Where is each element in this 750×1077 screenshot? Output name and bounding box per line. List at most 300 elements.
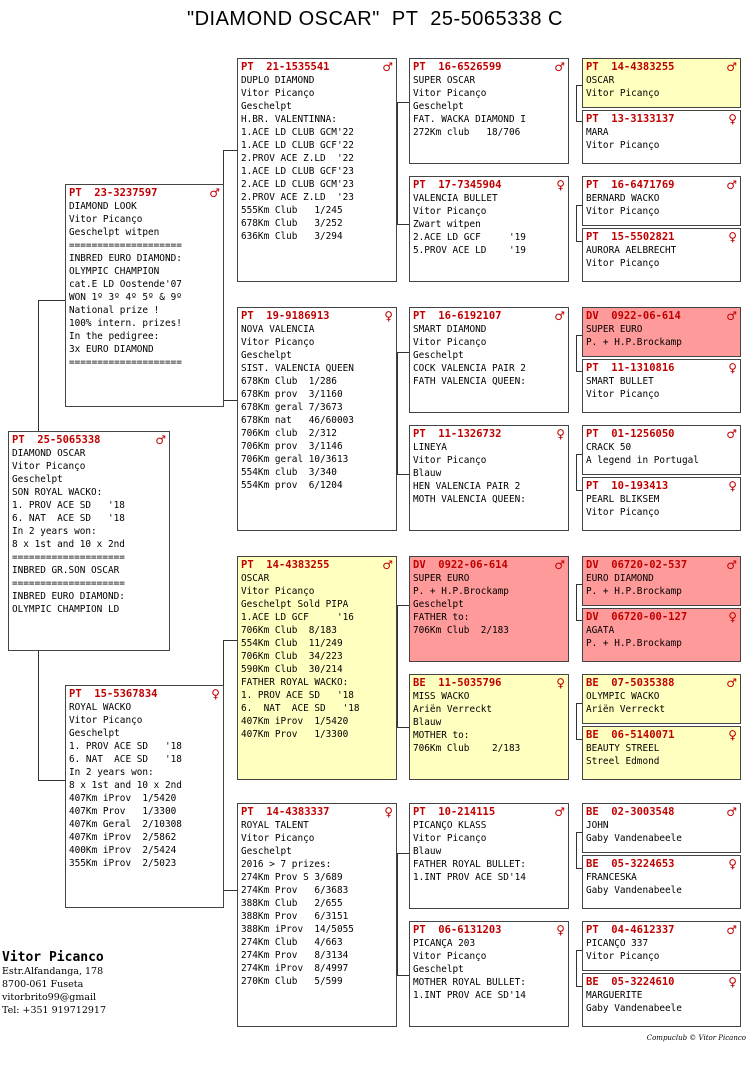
detail-line: 1.ACE LD CLUB GCM'22 (241, 127, 354, 138)
detail-line: Zwart witpen (413, 219, 481, 230)
detail-line: 706Km club 2/312 (241, 428, 337, 439)
owner-email: vitorbrito99@gmail (2, 992, 97, 1003)
detail-line: Ariën Verreckt (413, 704, 493, 715)
bird-name: PEARL BLIKSEM (586, 494, 660, 505)
bird-name: MARA (586, 127, 609, 138)
box-header (586, 112, 737, 126)
detail-line: Gaby Vandenabeele (586, 1003, 682, 1014)
connector-line (397, 102, 409, 103)
ring-number: PT 13-3133137 (586, 113, 675, 125)
detail-line: 5.PROV ACE LD '19 (413, 245, 526, 256)
bird-name: AURORA AELBRECHT (586, 245, 677, 256)
female-sex-icon: ♀ (384, 805, 393, 819)
detail-line: FATHER ROYAL WACKO: (241, 677, 349, 688)
box-header (586, 857, 737, 871)
female-sex-icon: ♀ (556, 178, 565, 192)
male-sex-icon: ♂ (726, 923, 737, 937)
detail-line: Vitor Picanço (12, 461, 86, 472)
box-header (413, 309, 565, 323)
detail-line: 554Km prov 6/1204 (241, 480, 343, 491)
detail-line: Vitor Picanço (69, 214, 143, 225)
bird-name: PICANÇA 203 (413, 938, 476, 949)
box-header (586, 558, 737, 572)
pedigree-box-gg15 (582, 921, 741, 971)
detail-line: 706Km prov 3/1146 (241, 441, 343, 452)
ring-number: PT 15-5502821 (586, 231, 675, 243)
connector-line (576, 205, 577, 241)
ring-number: PT 10-214115 (413, 806, 496, 818)
detail-line: OLYMPIC CHAMPION LD (12, 604, 120, 615)
detail-line: 2.ACE LD CLUB GCM'23 (241, 179, 354, 190)
detail-line: SIST. VALENCIA QUEEN (241, 363, 354, 374)
bird-name: SUPER EURO (586, 324, 643, 335)
bird-name: MARGUERITE (586, 990, 643, 1001)
detail-line: ==================== (69, 357, 182, 368)
box-details (586, 624, 737, 650)
connector-line (397, 727, 409, 728)
box-details (586, 742, 737, 768)
detail-line: Geschelpt (241, 846, 292, 857)
detail-line: 274Km Club 4/663 (241, 937, 343, 948)
detail-line: ==================== (12, 578, 125, 589)
box-details (586, 572, 737, 598)
ring-number: PT 14-4383255 (586, 61, 675, 73)
detail-line: 1.INT PROV ACE SD'14 (413, 872, 526, 883)
detail-line: Vitor Picanço (413, 337, 487, 348)
ring-number: PT 11-1326732 (413, 428, 502, 440)
pedigree-box-ssd (409, 176, 569, 282)
detail-line: INBRED EURO DIAMOND: (12, 591, 125, 602)
box-header (241, 309, 393, 323)
detail-line: Geschelpt (413, 350, 464, 361)
detail-line: 706Km Club 2/183 (413, 743, 521, 754)
box-header (241, 558, 393, 572)
ring-number: PT 17-7345904 (413, 179, 502, 191)
detail-line: Geschelpt (241, 101, 292, 112)
detail-line: 706Km Club 34/223 (241, 651, 343, 662)
connector-line (38, 780, 65, 781)
detail-line: Vitor Picanço (69, 715, 143, 726)
detail-line: 2.ACE LD GCF '19 (413, 232, 526, 243)
bird-name: BERNARD WACKO (586, 193, 660, 204)
detail-line: Vitor Picanço (241, 586, 315, 597)
ring-number: BE 06-5140071 (586, 729, 675, 741)
detail-line: 272Km club 18/706 (413, 127, 521, 138)
bird-name: CRACK 50 (586, 442, 632, 453)
box-details (413, 937, 565, 1002)
detail-line: 678Km Club 1/286 (241, 376, 337, 387)
detail-line: 678Km nat 46/60003 (241, 415, 354, 426)
box-header (413, 60, 565, 74)
box-header (586, 728, 737, 742)
bird-name: DIAMOND OSCAR (12, 448, 86, 459)
pedigree-box-gg1 (582, 58, 741, 108)
detail-line: Blauw (413, 717, 442, 728)
connector-line (576, 832, 577, 868)
ring-number: BE 02-3003548 (586, 806, 675, 818)
pedigree-box-sdd (409, 425, 569, 531)
detail-line: 1. PROV ACE SD '18 (69, 741, 182, 752)
detail-line: 2016 > 7 prizes: (241, 859, 332, 870)
bird-name: DUPLO DIAMOND (241, 75, 315, 86)
box-details (413, 441, 565, 506)
connector-line (223, 890, 237, 891)
detail-line: Geschelpt (12, 474, 63, 485)
bird-name: FRANCESKA (586, 872, 637, 883)
connector-line (397, 474, 409, 475)
pedigree-box-dam-sire (237, 556, 397, 780)
pedigree-box-sire-dam (237, 307, 397, 531)
box-details (241, 572, 393, 741)
detail-line: Geschelpt (413, 964, 464, 975)
box-header (69, 186, 220, 200)
female-sex-icon: ♀ (728, 975, 737, 989)
detail-line: 678Km prov 3/1160 (241, 389, 343, 400)
connector-line (223, 150, 237, 151)
owner-contact (2, 950, 106, 1017)
pedigree-box-gg5 (582, 307, 741, 357)
pedigree-box-ddd (409, 921, 569, 1027)
detail-line: P. + H.P.Brockamp (586, 638, 682, 649)
connector-line (576, 950, 577, 986)
connector-line (223, 400, 237, 401)
detail-line: FAT. WACKA DIAMOND I (413, 114, 526, 125)
connector-line (397, 853, 409, 854)
connector-line (397, 975, 409, 976)
bird-name: DIAMOND LOOK (69, 201, 137, 212)
bird-name: NOVA VALENCIA (241, 324, 315, 335)
male-sex-icon: ♂ (726, 676, 737, 690)
bird-name: OSCAR (586, 75, 615, 86)
detail-line: Vitor Picanço (413, 833, 487, 844)
detail-line: 8 x 1st and 10 x 2nd (12, 539, 125, 550)
male-sex-icon: ♂ (382, 60, 393, 74)
pedigree-box-subject (8, 431, 170, 651)
bird-name: AGATA (586, 625, 615, 636)
ring-number: DV 06720-00-127 (586, 611, 688, 623)
connector-line (397, 605, 409, 606)
bird-name: EURO DIAMOND (586, 573, 654, 584)
detail-line: 1.ACE LD CLUB GCF'22 (241, 140, 354, 151)
box-details (241, 323, 393, 492)
detail-line: Vitor Picanço (413, 206, 487, 217)
detail-line: 678Km Club 3/252 (241, 218, 343, 229)
ring-number: DV 06720-02-537 (586, 559, 688, 571)
detail-line: ==================== (69, 240, 182, 251)
ring-number: DV 0922-06-614 (413, 559, 508, 571)
detail-line: P. + H.P.Brockamp (586, 586, 682, 597)
ring-number: PT 14-4383337 (241, 806, 330, 818)
detail-line: Blauw (413, 846, 442, 857)
box-header (586, 676, 737, 690)
ring-number: PT 16-6526599 (413, 61, 502, 73)
male-sex-icon: ♂ (554, 558, 565, 572)
female-sex-icon: ♀ (728, 361, 737, 375)
male-sex-icon: ♂ (726, 60, 737, 74)
detail-line: A legend in Portugal (586, 455, 699, 466)
male-sex-icon: ♂ (382, 558, 393, 572)
connector-line (576, 335, 577, 371)
female-sex-icon: ♀ (384, 309, 393, 323)
detail-line: Vitor Picanço (586, 258, 660, 269)
pedigree-box-sds (409, 307, 569, 413)
detail-line: 3x EURO DIAMOND (69, 344, 154, 355)
box-details (586, 937, 737, 963)
ring-number: PT 06-6131203 (413, 924, 502, 936)
detail-line: MOTHER to: (413, 730, 470, 741)
box-details (586, 690, 737, 716)
detail-line: 407Km iProv 1/5420 (241, 716, 349, 727)
bird-name: MISS WACKO (413, 691, 470, 702)
ring-number: PT 01-1256050 (586, 428, 675, 440)
ring-number: PT 11-1310816 (586, 362, 675, 374)
detail-line: Geschelpt (413, 101, 464, 112)
bird-name: ROYAL TALENT (241, 820, 309, 831)
detail-line: 706Km Club 2/183 (413, 625, 509, 636)
detail-line: 554Km Club 11/249 (241, 638, 343, 649)
detail-line: WON 1º 3º 4º 5º & 9º (69, 292, 182, 303)
bird-name: LINEYA (413, 442, 447, 453)
detail-line: 6. NAT ACE SD '18 (12, 513, 125, 524)
box-header (586, 309, 737, 323)
pedigree-box-gg9 (582, 556, 741, 606)
detail-line: ==================== (12, 552, 125, 563)
detail-line: 6. NAT ACE SD '18 (69, 754, 182, 765)
ring-number: PT 19-9186913 (241, 310, 330, 322)
pedigree-box-gg11 (582, 674, 741, 724)
box-header (586, 923, 737, 937)
box-details (413, 323, 565, 388)
detail-line: Vitor Picanço (241, 88, 315, 99)
detail-line: 554Km club 3/340 (241, 467, 337, 478)
bird-name: SMART BULLET (586, 376, 654, 387)
connector-line (397, 224, 409, 225)
detail-line: 2.PROV ACE Z.LD '22 (241, 153, 354, 164)
pedigree-box-dss (409, 556, 569, 662)
detail-line: cat.E LD Oostende'07 (69, 279, 182, 290)
box-header (413, 178, 565, 192)
pedigree-box-gg3 (582, 176, 741, 226)
detail-line: 100% intern. prizes! (69, 318, 182, 329)
detail-line: 407Km Prov 1/3300 (241, 729, 349, 740)
box-header (586, 479, 737, 493)
bird-name: OSCAR (241, 573, 270, 584)
box-details (12, 447, 166, 616)
detail-line: 400Km iProv 2/5424 (69, 845, 177, 856)
box-header (586, 805, 737, 819)
detail-line: Gaby Vandenabeele (586, 885, 682, 896)
owner-phone: Tel: +351 919712917 (2, 1005, 106, 1016)
male-sex-icon: ♂ (554, 60, 565, 74)
detail-line: 706Km geral 10/3613 (241, 454, 349, 465)
box-details (586, 323, 737, 349)
software-credit: Compuclub © Vitor Picanco (646, 1034, 746, 1042)
box-header (413, 676, 565, 690)
ring-number: BE 07-5035388 (586, 677, 675, 689)
female-sex-icon: ♀ (728, 728, 737, 742)
detail-line: Vitor Picanço (413, 455, 487, 466)
bird-name: SMART DIAMOND (413, 324, 487, 335)
detail-line: National prize ! (69, 305, 160, 316)
connector-line (397, 352, 409, 353)
detail-line: MOTHER ROYAL BULLET: (413, 977, 526, 988)
detail-line: INBRED GR.SON OSCAR (12, 565, 120, 576)
male-sex-icon: ♂ (726, 178, 737, 192)
box-header (586, 427, 737, 441)
box-details (586, 375, 737, 401)
pedigree-box-gg2 (582, 110, 741, 164)
detail-line: 6. NAT ACE SD '18 (241, 703, 360, 714)
box-details (586, 493, 737, 519)
pedigree-box-gg16 (582, 973, 741, 1027)
box-header (586, 230, 737, 244)
connector-line (576, 85, 577, 121)
pedigree-box-gg8 (582, 477, 741, 531)
detail-line: 407Km Geral 2/10308 (69, 819, 182, 830)
female-sex-icon: ♀ (728, 610, 737, 624)
bird-name: BEAUTY STREEL (586, 743, 660, 754)
detail-line: 407Km iProv 2/5862 (69, 832, 177, 843)
box-details (586, 74, 737, 100)
male-sex-icon: ♂ (726, 427, 737, 441)
pedigree-box-gg4 (582, 228, 741, 282)
pedigree-box-sss (409, 58, 569, 164)
female-sex-icon: ♀ (556, 676, 565, 690)
pedigree-box-gg14 (582, 855, 741, 909)
female-sex-icon: ♀ (728, 112, 737, 126)
detail-line: 270Km Club 5/599 (241, 976, 343, 987)
box-details (586, 126, 737, 152)
female-sex-icon: ♀ (728, 479, 737, 493)
detail-line: 355Km iProv 2/5023 (69, 858, 177, 869)
female-sex-icon: ♀ (728, 857, 737, 871)
detail-line: Vitor Picanço (586, 389, 660, 400)
bird-name: JOHN (586, 820, 609, 831)
female-sex-icon: ♀ (556, 923, 565, 937)
male-sex-icon: ♂ (554, 805, 565, 819)
male-sex-icon: ♂ (726, 309, 737, 323)
detail-line: P. + H.P.Brockamp (586, 337, 682, 348)
ring-number: PT 14-4383255 (241, 559, 330, 571)
detail-line: Vitor Picanço (413, 951, 487, 962)
connector-line (397, 853, 398, 975)
connector-line (38, 300, 39, 432)
bird-name: PICANÇO 337 (586, 938, 649, 949)
box-details (413, 819, 565, 884)
detail-line: 1.ACE LD GCF '16 (241, 612, 354, 623)
detail-line: 274Km Prov 8/3134 (241, 950, 349, 961)
box-details (586, 441, 737, 467)
detail-line: In 2 years won: (12, 526, 97, 537)
ring-number: BE 11-5035796 (413, 677, 502, 689)
box-header (413, 923, 565, 937)
detail-line: SON ROYAL WACKO: (12, 487, 103, 498)
detail-line: Geschelpt (69, 728, 120, 739)
detail-line: In the pedigree: (69, 331, 160, 342)
owner-address: Estr.Alfandanga, 178 (2, 966, 104, 977)
detail-line: 636Km Club 3/294 (241, 231, 343, 242)
box-details (241, 819, 393, 988)
ring-number: BE 05-3224653 (586, 858, 675, 870)
box-header (12, 433, 166, 447)
detail-line: Geschelpt witpen (69, 227, 160, 238)
detail-line: FATH VALENCIA QUEEN: (413, 376, 526, 387)
box-details (586, 819, 737, 845)
box-header (586, 60, 737, 74)
box-header (241, 60, 393, 74)
detail-line: INBRED EURO DIAMOND: (69, 253, 182, 264)
detail-line: Vitor Picanço (586, 951, 660, 962)
box-details (69, 701, 220, 870)
female-sex-icon: ♀ (728, 230, 737, 244)
pedigree-box-dsd (409, 674, 569, 780)
detail-line: 1. PROV ACE SD '18 (12, 500, 125, 511)
connector-line (397, 352, 398, 474)
pedigree-box-dam (65, 685, 224, 908)
detail-line: H.BR. VALENTINNA: (241, 114, 337, 125)
connector-line (38, 300, 65, 301)
detail-line: 274Km Prov S 3/689 (241, 872, 343, 883)
bird-name: VALENCIA BULLET (413, 193, 498, 204)
detail-line: Geschelpt (241, 350, 292, 361)
detail-line: P. + H.P.Brockamp (413, 586, 509, 597)
detail-line: 388Km Club 2/655 (241, 898, 343, 909)
box-header (413, 427, 565, 441)
male-sex-icon: ♂ (554, 309, 565, 323)
ring-number: PT 21-1535541 (241, 61, 330, 73)
detail-line: Ariën Verreckt (586, 704, 666, 715)
pedigree-box-gg10 (582, 608, 741, 662)
bird-name: SUPER OSCAR (413, 75, 476, 86)
box-header (586, 610, 737, 624)
connector-line (576, 703, 577, 739)
bird-name: OLYMPIC WACKO (586, 691, 660, 702)
male-sex-icon: ♂ (209, 186, 220, 200)
ring-number: PT 16-6192107 (413, 310, 502, 322)
pedigree-box-gg7 (582, 425, 741, 475)
detail-line: 8 x 1st and 10 x 2nd (69, 780, 182, 791)
detail-line: 1.INT PROV ACE SD'14 (413, 990, 526, 1001)
detail-line: Streel Edmond (586, 756, 660, 767)
detail-line: 407Km Prov 1/3300 (69, 806, 177, 817)
detail-line: Blauw (413, 468, 442, 479)
detail-line: 678Km geral 7/3673 (241, 402, 343, 413)
bird-name: PICANÇO KLASS (413, 820, 487, 831)
box-details (241, 74, 393, 243)
detail-line: Vitor Picanço (413, 88, 487, 99)
ring-number: DV 0922-06-614 (586, 310, 681, 322)
detail-line: 1. PROV ACE SD '18 (241, 690, 354, 701)
detail-line: 388Km Prov 6/3151 (241, 911, 349, 922)
ring-number: PT 15-5367834 (69, 688, 158, 700)
box-details (586, 871, 737, 897)
detail-line: 555Km Club 1/245 (241, 205, 343, 216)
pedigree-box-gg13 (582, 803, 741, 853)
box-header (413, 558, 565, 572)
detail-line: 274Km Prov 6/3683 (241, 885, 349, 896)
box-details (413, 572, 565, 637)
connector-line (397, 102, 398, 224)
ring-number: PT 25-5065338 (12, 434, 101, 446)
detail-line: 2.PROV ACE Z.LD '23 (241, 192, 354, 203)
box-details (586, 989, 737, 1015)
female-sex-icon: ♀ (556, 427, 565, 441)
male-sex-icon: ♂ (726, 558, 737, 572)
connector-line (38, 651, 39, 781)
pedigree-box-dds (409, 803, 569, 909)
detail-line: COCK VALENCIA PAIR 2 (413, 363, 526, 374)
box-header (413, 805, 565, 819)
